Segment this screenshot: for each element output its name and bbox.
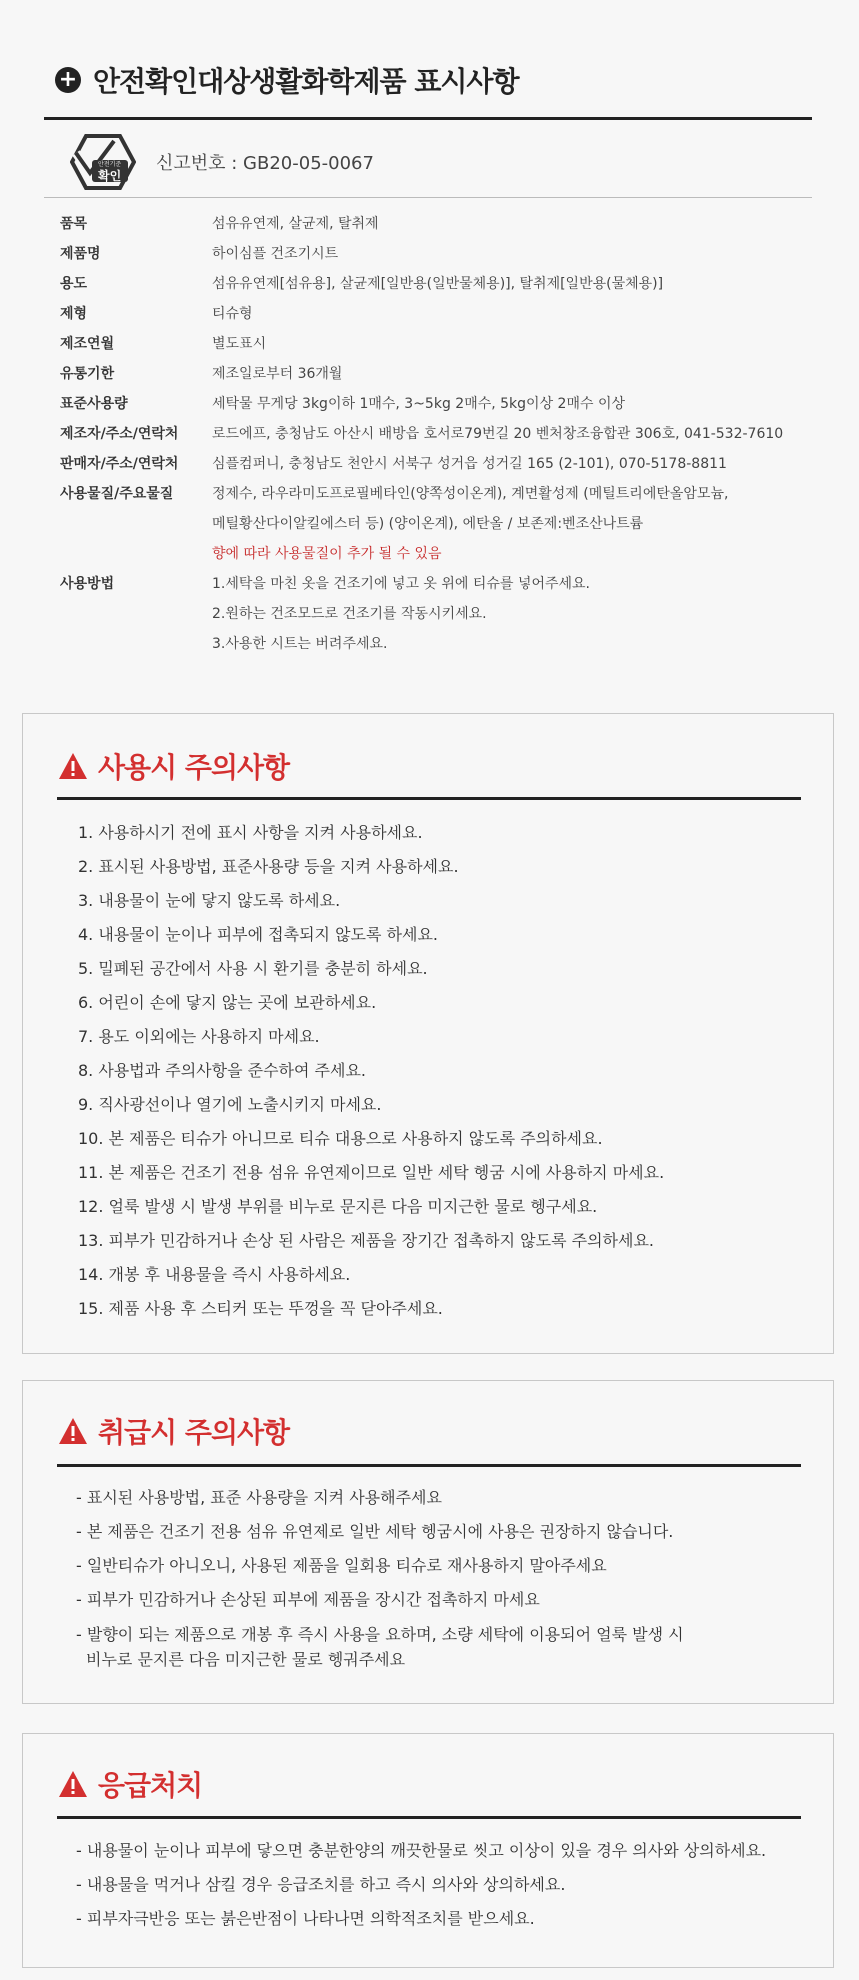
spec-label: 제품명 (60, 246, 101, 262)
spec-label: 제조연월 (60, 336, 115, 352)
spec-value: 섬유유연제[섬유용], 살균제[일반용(일반물체용)], 탈취제[일반용(물체용)] (212, 276, 664, 292)
spec-table (60, 209, 820, 659)
spec-label: 제형 (60, 306, 88, 322)
list-item: 14. 개봉 후 내용물을 즉시 사용하세요. (78, 1265, 351, 1284)
list-item: 3. 내용물이 눈에 닿지 않도록 하세요. (78, 891, 341, 910)
list-item: 15. 제품 사용 후 스티커 또는 뚜껑을 꼭 닫아주세요. (78, 1299, 443, 1318)
list-item: - 발향이 되는 제품으로 개봉 후 즉시 사용을 요하며, 소량 세탁에 이용되어 얼룩 발생 시 (76, 1625, 684, 1644)
first-aid-list (76, 1834, 766, 1936)
spec-label: 판매자/주소/연락처 (60, 456, 179, 472)
safety-check-mark-icon (70, 133, 136, 191)
box-header (58, 1764, 202, 1804)
list-item: 4. 내용물이 눈이나 피부에 접촉되지 않도록 하세요. (78, 925, 438, 944)
spec-row-manufacturer (60, 419, 820, 449)
spec-row-manufacture-date (60, 329, 820, 359)
registration-divider (44, 197, 812, 198)
usage-list (78, 816, 664, 1326)
list-item: 9. 직사광선이나 열기에 노출시키지 마세요. (78, 1095, 382, 1114)
registration-row (70, 133, 374, 191)
list-item-continuation: 비누로 문지른 다음 미지근한 물로 헹궈주세요 (86, 1650, 406, 1669)
spec-label: 제조자/주소/연락처 (60, 426, 179, 442)
list-item: 5. 밀폐된 공간에서 사용 시 환기를 충분히 하세요. (78, 959, 428, 978)
first-aid-box (22, 1733, 834, 1968)
spec-value: 세탁물 무게당 3kg이하 1매수, 3~5kg 2매수, 5kg이상 2매수 이상 (212, 396, 625, 412)
spec-row-seller (60, 449, 820, 479)
spec-row-expiry (60, 359, 820, 389)
spec-row-directions (60, 569, 820, 659)
section-header (55, 60, 519, 100)
list-item: - 표시된 사용방법, 표준 사용량을 지켜 사용해주세요 (76, 1488, 442, 1507)
spec-value: 메틸황산다이알킬에스터 등) (양이온계), 에탄올 / 보존제:벤조산나트륨 (212, 516, 644, 532)
list-item: - 내용물을 먹거나 삼킬 경우 응급조치를 하고 즉시 의사와 상의하세요. (76, 1875, 566, 1894)
list-item: 13. 피부가 민감하거나 손상 된 사람은 제품을 장기간 접촉하지 않도록 주의하세요. (78, 1231, 654, 1250)
list-item: 1. 사용하시기 전에 표시 사항을 지켜 사용하세요. (78, 823, 423, 842)
spec-value: 제조일로부터 36개월 (212, 366, 343, 382)
warning-icon (58, 752, 88, 780)
handling-list (76, 1481, 684, 1673)
spec-row-form (60, 299, 820, 329)
box-header (58, 746, 289, 786)
spec-row-item (60, 209, 820, 239)
list-item: 6. 어린이 손에 닿지 않는 곳에 보관하세요. (78, 993, 377, 1012)
plus-circle-icon: + (55, 67, 81, 93)
handling-precautions-box (22, 1380, 834, 1704)
box-header (58, 1411, 289, 1451)
registration-number: 신고번호 : GB20-05-0067 (156, 153, 374, 174)
warning-icon (58, 1770, 88, 1798)
spec-row-substances (60, 479, 820, 569)
badge-top-text: 안전기준 (98, 161, 122, 168)
box-divider (57, 797, 801, 800)
list-item: 7. 용도 이외에는 사용하지 마세요. (78, 1027, 320, 1046)
spec-value: 섬유유연제, 살균제, 탈취제 (212, 216, 379, 232)
spec-label: 사용방법 (60, 576, 115, 592)
list-item: - 피부가 민감하거나 손상된 피부에 제품을 장시간 접촉하지 마세요 (76, 1590, 540, 1609)
spec-value: 3.사용한 시트는 버려주세요. (212, 636, 388, 652)
warning-icon (58, 1417, 88, 1445)
spec-label: 품목 (60, 216, 88, 232)
spec-value: 하이심플 건조기시트 (212, 246, 339, 262)
spec-row-purpose (60, 269, 820, 299)
list-item: - 피부자극반응 또는 붉은반점이 나타나면 의학적조치를 받으세요. (76, 1909, 535, 1928)
box-title: 사용시 주의사항 (98, 751, 290, 784)
list-item: - 내용물이 눈이나 피부에 닿으면 충분한양의 깨끗한물로 씻고 이상이 있을 경우 의사와 상의하세요. (76, 1841, 767, 1860)
spec-value: 정제수, 라우라미도프로필베타인(양쪽성이온계), 계면활성제 (메틸트리에탄올암모늄, (212, 486, 729, 502)
box-title: 취급시 주의사항 (98, 1416, 290, 1449)
spec-row-standard-usage (60, 389, 820, 419)
box-divider (57, 1464, 801, 1467)
spec-label: 표준사용량 (60, 396, 128, 412)
spec-value: 1.세탁을 마친 옷을 건조기에 넣고 옷 위에 티슈를 넣어주세요. (212, 576, 590, 592)
list-item: 8. 사용법과 주의사항을 준수하여 주세요. (78, 1061, 366, 1080)
list-item: 2. 표시된 사용방법, 표준사용량 등을 지켜 사용하세요. (78, 857, 459, 876)
spec-label: 사용물질/주요물질 (60, 486, 174, 502)
spec-label: 유통기한 (60, 366, 115, 382)
list-item: - 본 제품은 건조기 전용 섬유 유연제로 일반 세탁 헹굼시에 사용은 권장하지 않습니다. (76, 1522, 674, 1541)
spec-value: 2.원하는 건조모드로 건조기를 작동시키세요. (212, 606, 487, 622)
list-item: 11. 본 제품은 건조기 전용 섬유 유연제이므로 일반 세탁 헹굼 시에 사용하지 마세요. (78, 1163, 665, 1182)
box-title: 응급처치 (98, 1769, 203, 1802)
spec-value: 로드에프, 충청남도 아산시 배방읍 호서로79번길 20 벤처창조융합관 306호, 041-532-7610 (212, 426, 784, 442)
spec-value: 별도표시 (212, 336, 267, 352)
badge-main-text: 확인 (98, 169, 122, 183)
spec-note: 향에 따라 사용물질이 추가 될 수 있음 (212, 546, 442, 562)
header-divider (44, 117, 812, 120)
box-divider (57, 1816, 801, 1819)
page-title: 안전확인대상생활화학제품 표시사항 (93, 65, 519, 98)
spec-value: 티슈형 (212, 306, 253, 322)
spec-label: 용도 (60, 276, 88, 292)
spec-row-product-name (60, 239, 820, 269)
list-item: - 일반티슈가 아니오니, 사용된 제품을 일회용 티슈로 재사용하지 말아주세요 (76, 1556, 607, 1575)
list-item: 10. 본 제품은 티슈가 아니므로 티슈 대용으로 사용하지 않도록 주의하세요. (78, 1129, 603, 1148)
spec-value: 심플컴퍼니, 충청남도 천안시 서북구 성거읍 성거길 165 (2-101), 070-5178-8811 (212, 456, 727, 472)
usage-precautions-box (22, 713, 834, 1354)
list-item: 12. 얼룩 발생 시 발생 부위를 비누로 문지른 다음 미지근한 물로 헹구세요. (78, 1197, 598, 1216)
